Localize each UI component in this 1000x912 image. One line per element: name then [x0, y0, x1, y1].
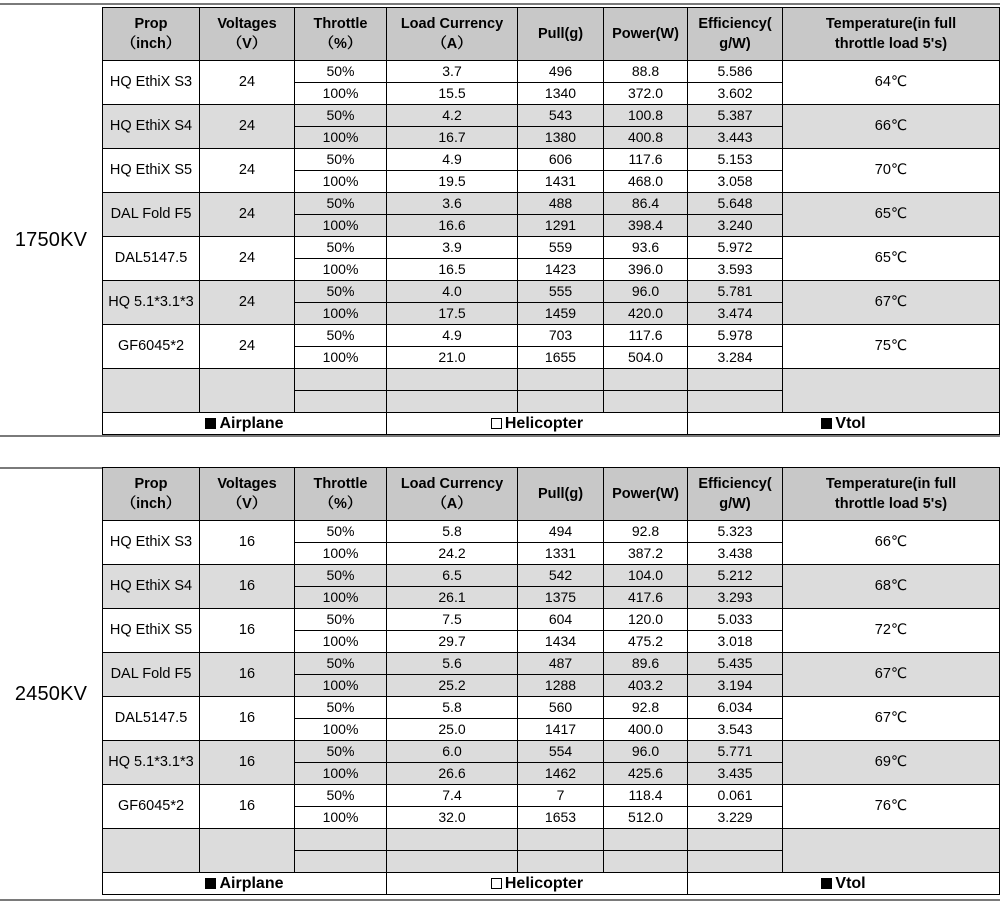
current-cell: 21.0: [387, 347, 518, 369]
throttle-cell: 50%: [295, 785, 387, 807]
power-cell: 387.2: [604, 543, 688, 565]
column-header: Power(W): [604, 468, 688, 521]
temperature-cell: 69℃: [783, 741, 1000, 785]
throttle-cell: 50%: [295, 521, 387, 543]
voltage-cell: 16: [200, 697, 295, 741]
prop-cell: HQ EthiX S5: [103, 149, 200, 193]
current-cell: 32.0: [387, 807, 518, 829]
temperature-cell: 66℃: [783, 105, 1000, 149]
empty-cell: [387, 851, 518, 873]
pull-cell: 496: [518, 61, 604, 83]
temperature-cell: 68℃: [783, 565, 1000, 609]
empty-cell: [295, 829, 387, 851]
empty-cell: [200, 369, 295, 413]
hollow-square-icon: [491, 878, 502, 889]
power-cell: 92.8: [604, 521, 688, 543]
legend-label: Airplane: [219, 874, 284, 892]
empty-row: [103, 829, 1000, 851]
pull-cell: 560: [518, 697, 604, 719]
efficiency-cell: 5.978: [688, 325, 783, 347]
power-cell: 403.2: [604, 675, 688, 697]
current-cell: 5.8: [387, 521, 518, 543]
throttle-cell: 100%: [295, 303, 387, 325]
temperature-cell: 75℃: [783, 325, 1000, 369]
table-row: [103, 697, 1000, 719]
throttle-cell: 100%: [295, 171, 387, 193]
temperature-cell: 65℃: [783, 193, 1000, 237]
pull-cell: 487: [518, 653, 604, 675]
vtol-legend: [688, 413, 1000, 435]
power-cell: 420.0: [604, 303, 688, 325]
temperature-cell: 67℃: [783, 281, 1000, 325]
efficiency-cell: 0.061: [688, 785, 783, 807]
column-header: Throttle （%）: [295, 468, 387, 521]
current-cell: 7.4: [387, 785, 518, 807]
power-cell: 86.4: [604, 193, 688, 215]
current-cell: 29.7: [387, 631, 518, 653]
empty-cell: [518, 369, 604, 391]
legend-label: Helicopter: [504, 874, 584, 892]
column-header: Voltages （V）: [200, 468, 295, 521]
power-cell: 398.4: [604, 215, 688, 237]
voltage-cell: 24: [200, 325, 295, 369]
throttle-cell: 100%: [295, 631, 387, 653]
efficiency-cell: 3.435: [688, 763, 783, 785]
table-row: [103, 325, 1000, 347]
table-row: [103, 785, 1000, 807]
filled-square-icon: [821, 418, 832, 429]
efficiency-cell: 5.648: [688, 193, 783, 215]
pull-cell: 1291: [518, 215, 604, 237]
efficiency-cell: 5.212: [688, 565, 783, 587]
legend-label: Vtol: [835, 874, 866, 892]
temperature-cell: 72℃: [783, 609, 1000, 653]
empty-cell: [295, 851, 387, 873]
throttle-cell: 100%: [295, 127, 387, 149]
column-header: Load Currency （A）: [387, 8, 518, 61]
filled-square-icon: [205, 418, 216, 429]
current-cell: 3.6: [387, 193, 518, 215]
prop-cell: DAL5147.5: [103, 237, 200, 281]
hollow-square-icon: [491, 418, 502, 429]
table-row: [103, 193, 1000, 215]
helicopter-legend: [387, 413, 688, 435]
column-header: Temperature(in full throttle load 5's): [783, 8, 1000, 61]
empty-cell: [688, 829, 783, 851]
empty-cell: [387, 391, 518, 413]
pull-cell: 1462: [518, 763, 604, 785]
pull-cell: 604: [518, 609, 604, 631]
voltage-cell: 24: [200, 281, 295, 325]
efficiency-cell: 3.543: [688, 719, 783, 741]
table-row: [103, 521, 1000, 543]
throttle-cell: 50%: [295, 61, 387, 83]
prop-cell: DAL5147.5: [103, 697, 200, 741]
prop-cell: GF6045*2: [103, 785, 200, 829]
filled-square-icon: [205, 878, 216, 889]
table-block-2450kv: [0, 467, 1000, 902]
prop-cell: HQ 5.1*3.1*3: [103, 741, 200, 785]
column-header: Pull(g): [518, 8, 604, 61]
column-header: Throttle （%）: [295, 8, 387, 61]
pull-cell: 7: [518, 785, 604, 807]
voltage-cell: 24: [200, 193, 295, 237]
pull-cell: 1423: [518, 259, 604, 281]
current-cell: 25.0: [387, 719, 518, 741]
column-header: Voltages （V）: [200, 8, 295, 61]
pull-cell: 494: [518, 521, 604, 543]
efficiency-cell: 5.781: [688, 281, 783, 303]
vtol-legend: [688, 873, 1000, 895]
header-row: [103, 468, 1000, 521]
header-row: [103, 8, 1000, 61]
current-cell: 4.0: [387, 281, 518, 303]
temperature-cell: 67℃: [783, 697, 1000, 741]
power-cell: 92.8: [604, 697, 688, 719]
efficiency-cell: 5.972: [688, 237, 783, 259]
power-cell: 400.0: [604, 719, 688, 741]
current-cell: 4.9: [387, 325, 518, 347]
throttle-cell: 50%: [295, 325, 387, 347]
empty-cell: [200, 829, 295, 873]
voltage-cell: 16: [200, 741, 295, 785]
column-header: Pull(g): [518, 468, 604, 521]
power-cell: 512.0: [604, 807, 688, 829]
prop-cell: HQ EthiX S5: [103, 609, 200, 653]
efficiency-cell: 6.034: [688, 697, 783, 719]
pull-cell: 554: [518, 741, 604, 763]
efficiency-cell: 3.229: [688, 807, 783, 829]
efficiency-cell: 3.293: [688, 587, 783, 609]
prop-cell: GF6045*2: [103, 325, 200, 369]
prop-cell: HQ EthiX S3: [103, 521, 200, 565]
legend-row: [103, 873, 1000, 895]
empty-cell: [688, 391, 783, 413]
throttle-cell: 50%: [295, 281, 387, 303]
table-row: [103, 741, 1000, 763]
table-row: [103, 565, 1000, 587]
pull-cell: 1653: [518, 807, 604, 829]
current-cell: 6.5: [387, 565, 518, 587]
power-cell: 118.4: [604, 785, 688, 807]
column-header: Load Currency （A）: [387, 468, 518, 521]
table-row: [103, 609, 1000, 631]
efficiency-cell: 5.153: [688, 149, 783, 171]
empty-cell: [518, 391, 604, 413]
empty-cell: [387, 369, 518, 391]
kv-label: 1750KV: [14, 229, 88, 251]
power-cell: 372.0: [604, 83, 688, 105]
bottom-rule: [0, 435, 1000, 437]
throttle-cell: 50%: [295, 609, 387, 631]
temperature-cell: 70℃: [783, 149, 1000, 193]
kv-label: 2450KV: [14, 683, 88, 705]
spec-table: [102, 7, 1000, 435]
power-cell: 468.0: [604, 171, 688, 193]
table-row: [103, 61, 1000, 83]
voltage-cell: 16: [200, 565, 295, 609]
voltage-cell: 24: [200, 105, 295, 149]
power-cell: 400.8: [604, 127, 688, 149]
table-row: [103, 105, 1000, 127]
empty-cell: [518, 829, 604, 851]
throttle-cell: 50%: [295, 193, 387, 215]
pull-cell: 1417: [518, 719, 604, 741]
pull-cell: 1431: [518, 171, 604, 193]
power-cell: 88.8: [604, 61, 688, 83]
throttle-cell: 50%: [295, 105, 387, 127]
voltage-cell: 16: [200, 609, 295, 653]
empty-cell: [604, 829, 688, 851]
efficiency-cell: 3.593: [688, 259, 783, 281]
pull-cell: 488: [518, 193, 604, 215]
power-cell: 117.6: [604, 149, 688, 171]
pull-cell: 1380: [518, 127, 604, 149]
voltage-cell: 24: [200, 149, 295, 193]
pull-cell: 542: [518, 565, 604, 587]
prop-cell: DAL Fold F5: [103, 193, 200, 237]
current-cell: 16.5: [387, 259, 518, 281]
efficiency-cell: 5.586: [688, 61, 783, 83]
throttle-cell: 100%: [295, 215, 387, 237]
airplane-legend: [103, 873, 387, 895]
table-row: [103, 149, 1000, 171]
top-rule: [0, 3, 1000, 5]
column-header: Power(W): [604, 8, 688, 61]
temperature-cell: 76℃: [783, 785, 1000, 829]
prop-cell: HQ EthiX S3: [103, 61, 200, 105]
throttle-cell: 100%: [295, 675, 387, 697]
pull-cell: 1288: [518, 675, 604, 697]
pull-cell: 606: [518, 149, 604, 171]
efficiency-cell: 3.194: [688, 675, 783, 697]
throttle-cell: 100%: [295, 543, 387, 565]
empty-cell: [604, 391, 688, 413]
power-cell: 117.6: [604, 325, 688, 347]
power-cell: 100.8: [604, 105, 688, 127]
legend-label: Airplane: [219, 414, 284, 432]
empty-cell: [783, 829, 1000, 873]
throttle-cell: 100%: [295, 259, 387, 281]
table-row: [103, 237, 1000, 259]
efficiency-cell: 5.771: [688, 741, 783, 763]
throttle-cell: 50%: [295, 237, 387, 259]
prop-cell: HQ EthiX S4: [103, 105, 200, 149]
voltage-cell: 16: [200, 521, 295, 565]
power-cell: 417.6: [604, 587, 688, 609]
current-cell: 26.1: [387, 587, 518, 609]
power-cell: 89.6: [604, 653, 688, 675]
column-header: Temperature(in full throttle load 5's): [783, 468, 1000, 521]
current-cell: 3.7: [387, 61, 518, 83]
throttle-cell: 100%: [295, 807, 387, 829]
empty-cell: [518, 851, 604, 873]
temperature-cell: 66℃: [783, 521, 1000, 565]
throttle-cell: 50%: [295, 653, 387, 675]
power-cell: 96.0: [604, 741, 688, 763]
table-row: [103, 281, 1000, 303]
voltage-cell: 16: [200, 785, 295, 829]
throttle-cell: 50%: [295, 697, 387, 719]
empty-row: [103, 369, 1000, 391]
legend-label: Vtol: [835, 414, 866, 432]
empty-cell: [103, 829, 200, 873]
spec-table: [102, 467, 1000, 895]
legend-label: Helicopter: [504, 414, 584, 432]
empty-cell: [295, 369, 387, 391]
efficiency-cell: 3.240: [688, 215, 783, 237]
voltage-cell: 16: [200, 653, 295, 697]
current-cell: 15.5: [387, 83, 518, 105]
empty-cell: [295, 391, 387, 413]
column-header: Prop （inch）: [103, 8, 200, 61]
column-header: Prop （inch）: [103, 468, 200, 521]
efficiency-cell: 5.387: [688, 105, 783, 127]
throttle-cell: 100%: [295, 83, 387, 105]
table-row: [103, 653, 1000, 675]
prop-cell: DAL Fold F5: [103, 653, 200, 697]
column-header: Efficiency( g/W): [688, 8, 783, 61]
efficiency-cell: 3.474: [688, 303, 783, 325]
power-cell: 475.2: [604, 631, 688, 653]
current-cell: 17.5: [387, 303, 518, 325]
current-cell: 16.7: [387, 127, 518, 149]
empty-cell: [387, 829, 518, 851]
power-cell: 93.6: [604, 237, 688, 259]
current-cell: 3.9: [387, 237, 518, 259]
empty-cell: [103, 369, 200, 413]
pull-cell: 1459: [518, 303, 604, 325]
efficiency-cell: 3.602: [688, 83, 783, 105]
throttle-cell: 100%: [295, 347, 387, 369]
current-cell: 26.6: [387, 763, 518, 785]
prop-cell: HQ EthiX S4: [103, 565, 200, 609]
airplane-legend: [103, 413, 387, 435]
empty-cell: [688, 851, 783, 873]
current-cell: 5.6: [387, 653, 518, 675]
power-cell: 396.0: [604, 259, 688, 281]
throttle-cell: 50%: [295, 741, 387, 763]
pull-cell: 1655: [518, 347, 604, 369]
empty-cell: [604, 851, 688, 873]
current-cell: 16.6: [387, 215, 518, 237]
current-cell: 24.2: [387, 543, 518, 565]
power-cell: 120.0: [604, 609, 688, 631]
column-header: Efficiency( g/W): [688, 468, 783, 521]
temperature-cell: 65℃: [783, 237, 1000, 281]
throttle-cell: 50%: [295, 565, 387, 587]
pull-cell: 1375: [518, 587, 604, 609]
power-cell: 104.0: [604, 565, 688, 587]
bottom-rule: [0, 899, 1000, 901]
temperature-cell: 64℃: [783, 61, 1000, 105]
pull-cell: 559: [518, 237, 604, 259]
power-cell: 504.0: [604, 347, 688, 369]
efficiency-cell: 5.033: [688, 609, 783, 631]
current-cell: 4.9: [387, 149, 518, 171]
efficiency-cell: 5.435: [688, 653, 783, 675]
efficiency-cell: 3.058: [688, 171, 783, 193]
throttle-cell: 50%: [295, 149, 387, 171]
table-block-1750kv: [0, 3, 1000, 438]
pull-cell: 703: [518, 325, 604, 347]
helicopter-legend: [387, 873, 688, 895]
current-cell: 25.2: [387, 675, 518, 697]
legend-row: [103, 413, 1000, 435]
voltage-cell: 24: [200, 61, 295, 105]
current-cell: 19.5: [387, 171, 518, 193]
throttle-cell: 100%: [295, 763, 387, 785]
efficiency-cell: 3.443: [688, 127, 783, 149]
voltage-cell: 24: [200, 237, 295, 281]
throttle-cell: 100%: [295, 719, 387, 741]
empty-cell: [688, 369, 783, 391]
empty-cell: [783, 369, 1000, 413]
pull-cell: 1434: [518, 631, 604, 653]
efficiency-cell: 3.284: [688, 347, 783, 369]
power-cell: 96.0: [604, 281, 688, 303]
throttle-cell: 100%: [295, 587, 387, 609]
temperature-cell: 67℃: [783, 653, 1000, 697]
empty-cell: [604, 369, 688, 391]
pull-cell: 1331: [518, 543, 604, 565]
pull-cell: 1340: [518, 83, 604, 105]
filled-square-icon: [821, 878, 832, 889]
prop-cell: HQ 5.1*3.1*3: [103, 281, 200, 325]
efficiency-cell: 5.323: [688, 521, 783, 543]
pull-cell: 543: [518, 105, 604, 127]
efficiency-cell: 3.438: [688, 543, 783, 565]
current-cell: 6.0: [387, 741, 518, 763]
efficiency-cell: 3.018: [688, 631, 783, 653]
current-cell: 5.8: [387, 697, 518, 719]
power-cell: 425.6: [604, 763, 688, 785]
pull-cell: 555: [518, 281, 604, 303]
current-cell: 4.2: [387, 105, 518, 127]
current-cell: 7.5: [387, 609, 518, 631]
